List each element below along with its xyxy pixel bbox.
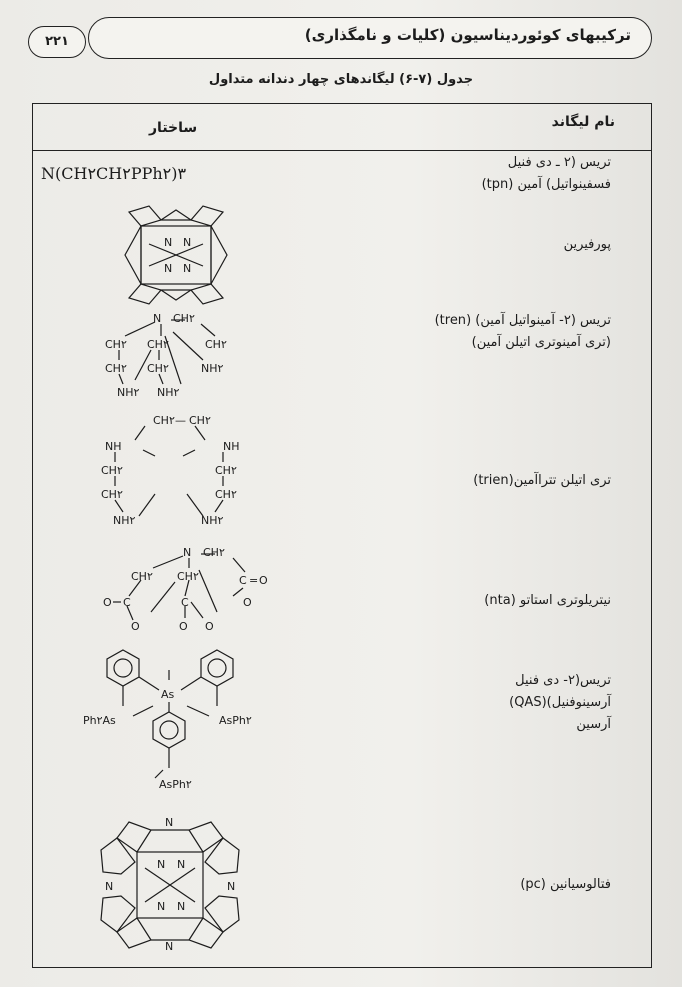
asph2-group: AsPh۲: [219, 714, 252, 727]
ch2-group: CH۲: [147, 338, 169, 351]
ligand-name-line: آرسینوفنیل)(QAS): [509, 695, 611, 710]
ligand-name-line: تریس(۲- دی فنیل: [515, 673, 611, 688]
running-header: [88, 17, 652, 59]
ligand-name-line: پورفیرین: [563, 237, 611, 252]
ligand-name-tpn: [482, 152, 611, 196]
nh-group: NH: [223, 440, 240, 453]
qas-structure: [69, 646, 269, 812]
ph2as-group: Ph۲As: [83, 714, 116, 727]
oxygen-atom: O: [259, 574, 268, 587]
ch2-group: CH۲: [153, 414, 175, 427]
ch2-group: CH۲: [173, 312, 195, 325]
ligand-name-line: تریس (۲- آمینواتیل آمین) (tren): [434, 313, 611, 328]
n-atom: N: [153, 312, 162, 325]
n-atom: N: [157, 858, 166, 871]
n-atom: N: [183, 262, 192, 275]
oxygen-atom: O: [243, 596, 252, 609]
oxygen-atom: O: [205, 620, 214, 633]
carbon-atom: C: [239, 574, 247, 587]
carbon-atom: C: [123, 596, 131, 609]
ch2-group: CH۲: [131, 570, 153, 583]
nh2-group: NH۲: [117, 386, 140, 399]
table-caption: جدول (۷-۶) لیگاندهای چهار دندانه متداول: [208, 72, 474, 87]
n-atom: N: [165, 816, 174, 829]
ch2-group: CH۲: [105, 338, 127, 351]
running-title: ترکیبهای کوئوردیناسیون (کلیات و نامگذاری): [304, 26, 631, 44]
double-bond: =: [249, 574, 259, 587]
ligand-name-line: نیتریلوتری استاتو (nta): [484, 593, 611, 608]
n-atom: N: [164, 236, 173, 249]
ch2-group: CH۲: [105, 362, 127, 375]
nh-group: NH: [105, 440, 122, 453]
asph2-group: AsPh۲: [159, 778, 192, 791]
ligand-name-tren: [435, 310, 611, 354]
ligand-name-trien: [473, 470, 611, 492]
ligand-name-qas: [509, 670, 611, 736]
ch2-group: CH۲: [215, 464, 237, 477]
n-atom: N: [183, 236, 192, 249]
carbon-atom: C: [181, 596, 189, 609]
trien-structure: [83, 408, 253, 534]
ligand-table: [32, 103, 652, 968]
ch2-group: CH۲: [101, 488, 123, 501]
oxygen-atom: O: [103, 596, 112, 609]
ligand-name-line: فسفینواتیل) آمین (tpn): [481, 177, 611, 192]
tren-structure: [89, 310, 249, 410]
n-atom: N: [164, 262, 173, 275]
oxygen-atom: O: [179, 620, 188, 633]
ligand-name-line: (تری آمینوتری اتیلن آمین): [471, 335, 611, 350]
bond-dash: —: [175, 414, 186, 427]
ch2-group: CH۲: [205, 338, 227, 351]
ligand-name-line: فتالوسیانین (pc): [520, 877, 611, 892]
ch2-group: CH۲: [203, 546, 225, 559]
column-header-ligand-name: نام لیگاند: [551, 114, 615, 130]
ligand-name-line: آرسین: [576, 717, 611, 732]
ligand-name-nta: [484, 590, 611, 612]
oxygen-atom: O: [131, 620, 140, 633]
header-divider: [33, 150, 651, 151]
ligand-name-phthalocyanine: [520, 874, 611, 896]
n-atom: N: [177, 858, 186, 871]
ch2-group: CH۲: [189, 414, 211, 427]
ligand-name-porphyrin: [564, 234, 611, 256]
tpn-formula: N(CH۲CH۲PPh۲)۳: [41, 164, 187, 183]
arsenic-atom: As: [161, 688, 175, 701]
ch2-group: CH۲: [147, 362, 169, 375]
n-atom: N: [105, 880, 114, 893]
n-atom: N: [165, 940, 174, 953]
nh2-group: NH۲: [113, 514, 136, 527]
ligand-name-line: تری اتیلن تتراآمین(trien): [473, 473, 611, 488]
n-atom: N: [177, 900, 186, 913]
nh2-group: NH۲: [157, 386, 180, 399]
phthalocyanine-structure: [95, 816, 245, 956]
n-atom: N: [157, 900, 166, 913]
nh2-group: NH۲: [201, 362, 224, 375]
ch2-group: CH۲: [101, 464, 123, 477]
n-atom: N: [183, 546, 192, 559]
ligand-name-line: تریس (۲ ـ دی فنیل: [507, 155, 611, 170]
porphyrin-structure: [111, 204, 241, 304]
nh2-group: NH۲: [201, 514, 224, 527]
ch2-group: CH۲: [215, 488, 237, 501]
n-atom: N: [227, 880, 236, 893]
column-header-structure: ساختار: [149, 120, 198, 136]
page-number: ۲۲۱: [28, 26, 86, 58]
ch2-group: CH۲: [177, 570, 199, 583]
nta-structure: [67, 544, 267, 640]
